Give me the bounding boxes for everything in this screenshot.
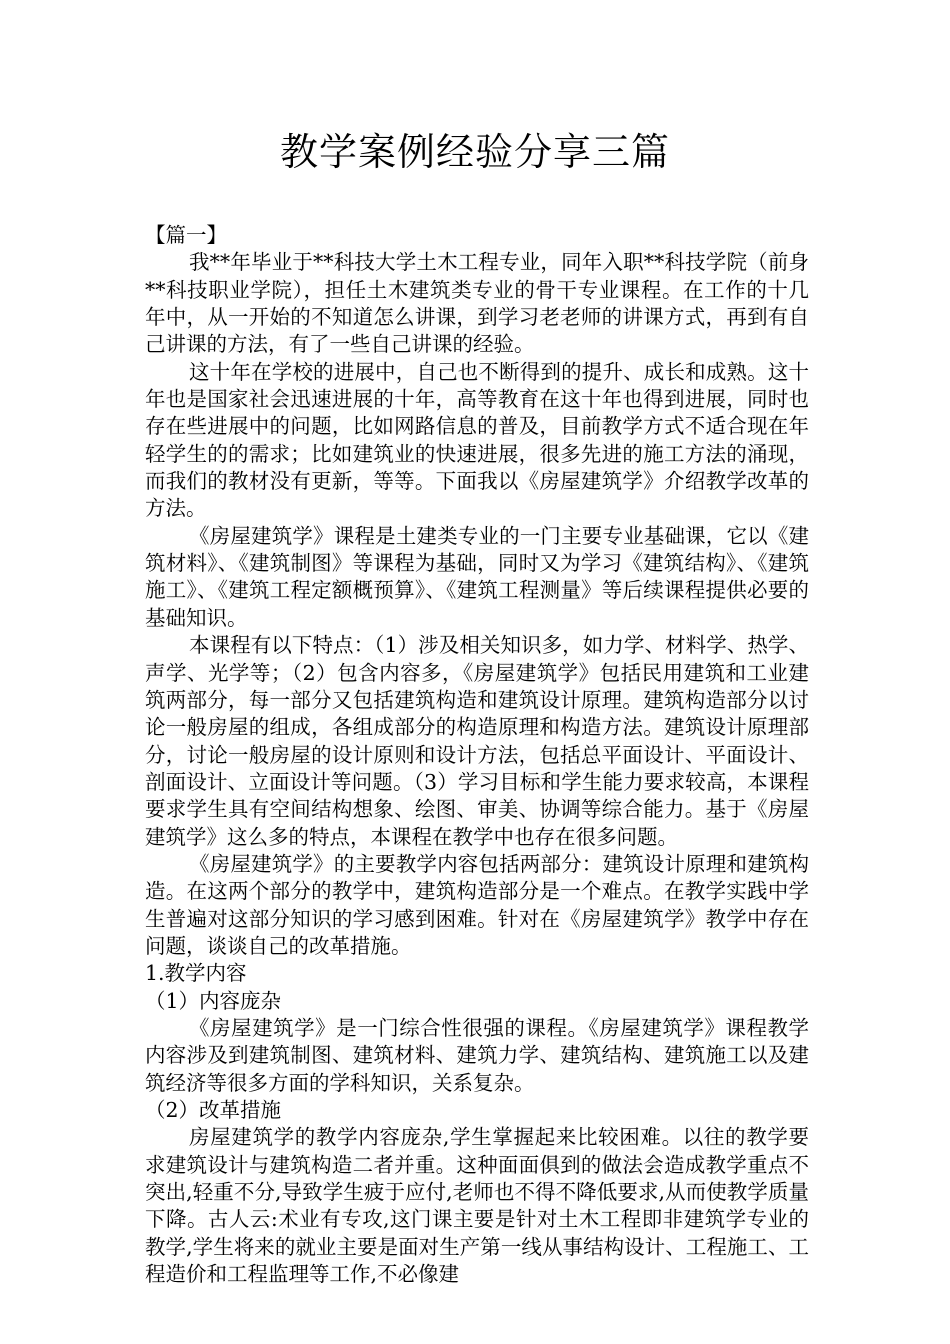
paragraph: 我**年毕业于**科技大学土木工程专业，同年入职**科技学院（前身**科技职业学院），担任土木建筑类专业的骨干专业课程。在工作的十几年中，从一开始的不知道怎么讲课，到学习老老师的讲课方式，再到有自己讲课的方法，有了一些自己讲课的经验。 (145, 250, 809, 357)
paragraph: 《房屋建筑学》课程是土建类专业的一门主要专业基础课，它以《建筑材料》、《建筑制图》等课程为基础，同时又为学习《建筑结构》、《建筑施工》、《建筑工程定额概预算》、《建筑工程测量》等后续课程提供必要的基础知识。 (145, 523, 809, 630)
section-label: 【篇一】 (145, 223, 227, 247)
document-body (145, 222, 809, 1288)
paragraph: 《房屋建筑学》的主要教学内容包括两部分：建筑设计原理和建筑构造。在这两个部分的教学中，建筑构造部分是一个难点。在教学实践中学生普遍对这部分知识的学习感到困难。针对在《房屋建筑学》教学中存在问题，谈谈自己的改革措施。 (145, 851, 809, 958)
paragraph: 本课程有以下特点：（1）涉及相关知识多，如力学、材料学、热学、声学、光学等；（2）包含内容多，《房屋建筑学》包括民用建筑和工业建筑两部分，每一部分又包括建筑构造和建筑设计原理。建筑构造部分以讨论一般房屋的组成，各组成部分的构造原理和构造方法。建筑设计原理部分，讨论一般房屋的设计原则和设计方法，包括总平面设计、平面设计、剖面设计、立面设计等问题。（3）学习目标和学生能力要求较高，本课程要求学生具有空间结构想象、绘图、审美、协调等综合能力。基于《房屋建筑学》这么多的特点，本课程在教学中也存在很多问题。 (145, 633, 809, 849)
section-heading: 1.教学内容 (145, 961, 247, 986)
subsection-heading: （2）改革措施 (145, 1098, 282, 1122)
subsection-heading: （1）内容庞杂 (145, 988, 282, 1013)
paragraph: 《房屋建筑学》是一门综合性很强的课程。《房屋建筑学》课程教学内容涉及到建筑制图、建筑材料、建筑力学、建筑结构、建筑施工以及建筑经济等很多方面的学科知识，关系复杂。 (145, 1015, 809, 1095)
document-title: 教学案例经验分享三篇 (279, 130, 670, 174)
paragraph: 这十年在学校的进展中，自己也不断得到的提升、成长和成熟。这十年也是国家社会迅速进展的十年，高等教育在这十年也得到进展，同时也存在些进展中的问题，比如网路信息的普及，目前教学方式不适合现在年轻学生的的需求；比如建筑业的快速进展，很多先进的施工方法的涌现，而我们的教材没有更新，等等。下面我以《房屋建筑学》介绍教学改革的方法。 (145, 359, 809, 521)
paragraph: 房屋建筑学的教学内容庞杂,学生掌握起来比较困难。以往的教学要求建筑设计与建筑构造二者并重。这种面面俱到的做法会造成教学重点不突出,轻重不分,导致学生疲于应付,老师也不得不降低要求,从而使教学质量下降。古人云:术业有专攻,这门课主要是针对土木工程即非建筑学专业的教学,学生将来的就业主要是面对生产第一线从事结构设计、工程施工、工程造价和工程监理等工作,不必像建 (145, 1125, 809, 1287)
